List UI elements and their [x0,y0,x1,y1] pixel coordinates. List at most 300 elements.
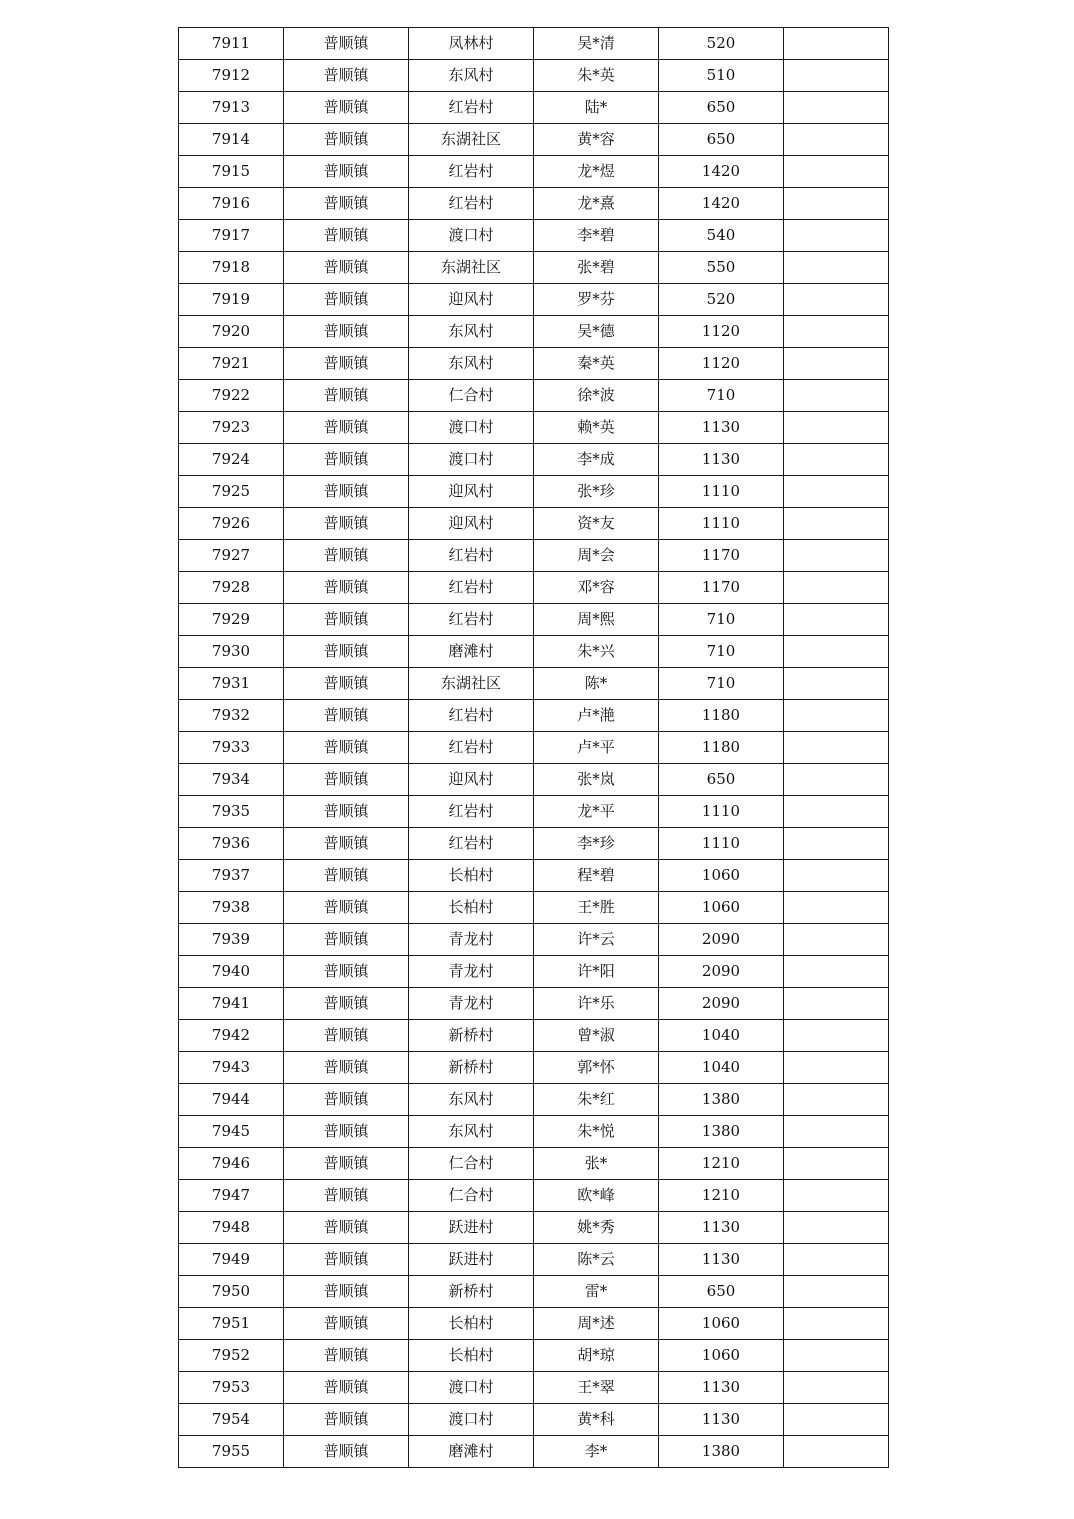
village-cell: 红岩村 [409,604,534,636]
table-row [179,1276,889,1308]
remark-cell [784,860,889,892]
name-cell: 黄*容 [534,124,659,156]
table-row [179,540,889,572]
remark-cell [784,732,889,764]
serial-number-cell: 7931 [179,668,284,700]
village-cell: 长柏村 [409,860,534,892]
table-row [179,988,889,1020]
amount-cell: 650 [659,764,784,796]
table-row [179,956,889,988]
remark-cell [784,444,889,476]
town-cell: 普顺镇 [284,284,409,316]
village-cell: 红岩村 [409,732,534,764]
village-cell: 青龙村 [409,956,534,988]
table-row [179,1436,889,1468]
amount-cell: 1210 [659,1148,784,1180]
table-row [179,92,889,124]
serial-number-cell: 7923 [179,412,284,444]
town-cell: 普顺镇 [284,508,409,540]
town-cell: 普顺镇 [284,1308,409,1340]
name-cell: 朱*英 [534,60,659,92]
serial-number-cell: 7937 [179,860,284,892]
serial-number-cell: 7935 [179,796,284,828]
serial-number-cell: 7947 [179,1180,284,1212]
amount-cell: 1110 [659,508,784,540]
remark-cell [784,668,889,700]
town-cell: 普顺镇 [284,668,409,700]
village-cell: 红岩村 [409,92,534,124]
village-cell: 红岩村 [409,188,534,220]
name-cell: 陈*云 [534,1244,659,1276]
serial-number-cell: 7912 [179,60,284,92]
serial-number-cell: 7925 [179,476,284,508]
remark-cell [784,220,889,252]
serial-number-cell: 7934 [179,764,284,796]
serial-number-cell: 7924 [179,444,284,476]
table-row [179,924,889,956]
town-cell: 普顺镇 [284,924,409,956]
serial-number-cell: 7915 [179,156,284,188]
village-cell: 东风村 [409,348,534,380]
town-cell: 普顺镇 [284,1020,409,1052]
table-row [179,28,889,60]
name-cell: 欧*峰 [534,1180,659,1212]
serial-number-cell: 7919 [179,284,284,316]
remark-cell [784,28,889,60]
village-cell: 青龙村 [409,924,534,956]
amount-cell: 1380 [659,1084,784,1116]
name-cell: 周*会 [534,540,659,572]
amount-cell: 1130 [659,1212,784,1244]
name-cell: 程*碧 [534,860,659,892]
table-row [179,1148,889,1180]
serial-number-cell: 7936 [179,828,284,860]
name-cell: 黄*科 [534,1404,659,1436]
name-cell: 朱*悦 [534,1116,659,1148]
remark-cell [784,508,889,540]
name-cell: 王*翠 [534,1372,659,1404]
town-cell: 普顺镇 [284,892,409,924]
name-cell: 张*碧 [534,252,659,284]
town-cell: 普顺镇 [284,316,409,348]
town-cell: 普顺镇 [284,604,409,636]
village-cell: 长柏村 [409,1308,534,1340]
table-row [179,156,889,188]
town-cell: 普顺镇 [284,860,409,892]
serial-number-cell: 7933 [179,732,284,764]
town-cell: 普顺镇 [284,252,409,284]
remark-cell [784,1052,889,1084]
name-cell: 许*阳 [534,956,659,988]
town-cell: 普顺镇 [284,1212,409,1244]
table-row [179,732,889,764]
town-cell: 普顺镇 [284,1372,409,1404]
table-body [179,28,889,1468]
amount-cell: 1130 [659,1404,784,1436]
town-cell: 普顺镇 [284,1436,409,1468]
amount-cell: 540 [659,220,784,252]
table-row [179,1116,889,1148]
amount-cell: 1130 [659,1244,784,1276]
village-cell: 渡口村 [409,1372,534,1404]
serial-number-cell: 7911 [179,28,284,60]
amount-cell: 520 [659,284,784,316]
serial-number-cell: 7932 [179,700,284,732]
amount-cell: 710 [659,380,784,412]
village-cell: 东湖社区 [409,124,534,156]
town-cell: 普顺镇 [284,764,409,796]
remark-cell [784,124,889,156]
remark-cell [784,796,889,828]
village-cell: 长柏村 [409,1340,534,1372]
town-cell: 普顺镇 [284,156,409,188]
table-row [179,1308,889,1340]
remark-cell [784,988,889,1020]
village-cell: 东风村 [409,60,534,92]
remark-cell [784,252,889,284]
table-row [179,1052,889,1084]
village-cell: 迎风村 [409,476,534,508]
table-row [179,604,889,636]
name-cell: 雷* [534,1276,659,1308]
amount-cell: 1380 [659,1436,784,1468]
table-row [179,700,889,732]
name-cell: 胡*琼 [534,1340,659,1372]
table-row [179,1372,889,1404]
amount-cell: 1210 [659,1180,784,1212]
table-row [179,1020,889,1052]
table-row [179,764,889,796]
serial-number-cell: 7955 [179,1436,284,1468]
name-cell: 陆* [534,92,659,124]
serial-number-cell: 7922 [179,380,284,412]
serial-number-cell: 7928 [179,572,284,604]
name-cell: 李*碧 [534,220,659,252]
name-cell: 曾*淑 [534,1020,659,1052]
serial-number-cell: 7920 [179,316,284,348]
name-cell: 徐*波 [534,380,659,412]
village-cell: 渡口村 [409,1404,534,1436]
town-cell: 普顺镇 [284,1084,409,1116]
village-cell: 迎风村 [409,284,534,316]
remark-cell [784,1436,889,1468]
name-cell: 秦*英 [534,348,659,380]
remark-cell [784,412,889,444]
table-row [179,1340,889,1372]
remark-cell [784,156,889,188]
remark-cell [784,1020,889,1052]
village-cell: 红岩村 [409,156,534,188]
name-cell: 李*珍 [534,828,659,860]
village-cell: 长柏村 [409,892,534,924]
serial-number-cell: 7914 [179,124,284,156]
serial-number-cell: 7943 [179,1052,284,1084]
village-cell: 渡口村 [409,412,534,444]
remark-cell [784,60,889,92]
name-cell: 周*熙 [534,604,659,636]
amount-cell: 1060 [659,1308,784,1340]
remark-cell [784,476,889,508]
amount-cell: 1060 [659,860,784,892]
village-cell: 红岩村 [409,572,534,604]
amount-cell: 1110 [659,828,784,860]
serial-number-cell: 7930 [179,636,284,668]
name-cell: 张* [534,1148,659,1180]
serial-number-cell: 7941 [179,988,284,1020]
name-cell: 罗*芬 [534,284,659,316]
table-row [179,444,889,476]
town-cell: 普顺镇 [284,540,409,572]
village-cell: 东风村 [409,1084,534,1116]
remark-cell [784,1084,889,1116]
data-table [178,27,889,1468]
town-cell: 普顺镇 [284,348,409,380]
table-row [179,252,889,284]
remark-cell [784,828,889,860]
town-cell: 普顺镇 [284,700,409,732]
town-cell: 普顺镇 [284,1276,409,1308]
serial-number-cell: 7942 [179,1020,284,1052]
name-cell: 资*友 [534,508,659,540]
serial-number-cell: 7926 [179,508,284,540]
name-cell: 许*云 [534,924,659,956]
town-cell: 普顺镇 [284,636,409,668]
name-cell: 龙*熹 [534,188,659,220]
name-cell: 姚*秀 [534,1212,659,1244]
table-row [179,1212,889,1244]
table-row [179,892,889,924]
village-cell: 迎风村 [409,764,534,796]
town-cell: 普顺镇 [284,956,409,988]
amount-cell: 510 [659,60,784,92]
amount-cell: 1420 [659,156,784,188]
remark-cell [784,1404,889,1436]
village-cell: 渡口村 [409,444,534,476]
table-row [179,124,889,156]
amount-cell: 1120 [659,348,784,380]
remark-cell [784,1276,889,1308]
remark-cell [784,1180,889,1212]
amount-cell: 1110 [659,796,784,828]
name-cell: 李*成 [534,444,659,476]
town-cell: 普顺镇 [284,796,409,828]
village-cell: 红岩村 [409,700,534,732]
town-cell: 普顺镇 [284,1404,409,1436]
village-cell: 仁合村 [409,380,534,412]
serial-number-cell: 7938 [179,892,284,924]
town-cell: 普顺镇 [284,92,409,124]
town-cell: 普顺镇 [284,476,409,508]
town-cell: 普顺镇 [284,1148,409,1180]
remark-cell [784,1244,889,1276]
remark-cell [784,604,889,636]
village-cell: 跃进村 [409,1244,534,1276]
table-row [179,1244,889,1276]
remark-cell [784,1148,889,1180]
table-row [179,796,889,828]
amount-cell: 710 [659,604,784,636]
amount-cell: 2090 [659,988,784,1020]
remark-cell [784,636,889,668]
town-cell: 普顺镇 [284,380,409,412]
table-row [179,284,889,316]
remark-cell [784,700,889,732]
table-row [179,1180,889,1212]
table-row [179,380,889,412]
serial-number-cell: 7927 [179,540,284,572]
table-row [179,828,889,860]
table-row [179,1404,889,1436]
village-cell: 磨滩村 [409,1436,534,1468]
village-cell: 仁合村 [409,1180,534,1212]
serial-number-cell: 7929 [179,604,284,636]
name-cell: 卢*滟 [534,700,659,732]
remark-cell [784,764,889,796]
serial-number-cell: 7939 [179,924,284,956]
amount-cell: 520 [659,28,784,60]
village-cell: 红岩村 [409,796,534,828]
table-row [179,60,889,92]
town-cell: 普顺镇 [284,988,409,1020]
amount-cell: 1040 [659,1020,784,1052]
serial-number-cell: 7913 [179,92,284,124]
serial-number-cell: 7916 [179,188,284,220]
town-cell: 普顺镇 [284,412,409,444]
table-row [179,860,889,892]
town-cell: 普顺镇 [284,572,409,604]
town-cell: 普顺镇 [284,188,409,220]
name-cell: 王*胜 [534,892,659,924]
remark-cell [784,1372,889,1404]
amount-cell: 2090 [659,924,784,956]
town-cell: 普顺镇 [284,1116,409,1148]
serial-number-cell: 7952 [179,1340,284,1372]
town-cell: 普顺镇 [284,1180,409,1212]
village-cell: 跃进村 [409,1212,534,1244]
remark-cell [784,892,889,924]
serial-number-cell: 7948 [179,1212,284,1244]
village-cell: 红岩村 [409,540,534,572]
name-cell: 吴*德 [534,316,659,348]
name-cell: 吴*清 [534,28,659,60]
name-cell: 张*岚 [534,764,659,796]
village-cell: 东湖社区 [409,252,534,284]
amount-cell: 1120 [659,316,784,348]
serial-number-cell: 7953 [179,1372,284,1404]
serial-number-cell: 7949 [179,1244,284,1276]
town-cell: 普顺镇 [284,220,409,252]
town-cell: 普顺镇 [284,1244,409,1276]
village-cell: 东风村 [409,1116,534,1148]
serial-number-cell: 7950 [179,1276,284,1308]
remark-cell [784,92,889,124]
town-cell: 普顺镇 [284,828,409,860]
table-row [179,1084,889,1116]
remark-cell [784,188,889,220]
serial-number-cell: 7917 [179,220,284,252]
village-cell: 东风村 [409,316,534,348]
remark-cell [784,348,889,380]
amount-cell: 1060 [659,892,784,924]
table-row [179,572,889,604]
name-cell: 卢*平 [534,732,659,764]
village-cell: 青龙村 [409,988,534,1020]
amount-cell: 1130 [659,444,784,476]
amount-cell: 2090 [659,956,784,988]
village-cell: 磨滩村 [409,636,534,668]
amount-cell: 550 [659,252,784,284]
village-cell: 新桥村 [409,1052,534,1084]
village-cell: 新桥村 [409,1276,534,1308]
name-cell: 龙*煜 [534,156,659,188]
name-cell: 许*乐 [534,988,659,1020]
town-cell: 普顺镇 [284,60,409,92]
table-row [179,188,889,220]
table-row [179,508,889,540]
name-cell: 龙*平 [534,796,659,828]
town-cell: 普顺镇 [284,444,409,476]
amount-cell: 1170 [659,540,784,572]
serial-number-cell: 7954 [179,1404,284,1436]
village-cell: 凤林村 [409,28,534,60]
town-cell: 普顺镇 [284,732,409,764]
remark-cell [784,540,889,572]
village-cell: 渡口村 [409,220,534,252]
table-row [179,316,889,348]
serial-number-cell: 7951 [179,1308,284,1340]
name-cell: 李* [534,1436,659,1468]
amount-cell: 650 [659,92,784,124]
serial-number-cell: 7946 [179,1148,284,1180]
amount-cell: 1380 [659,1116,784,1148]
town-cell: 普顺镇 [284,124,409,156]
amount-cell: 650 [659,124,784,156]
table-row [179,636,889,668]
amount-cell: 1130 [659,412,784,444]
name-cell: 朱*兴 [534,636,659,668]
table-row [179,412,889,444]
serial-number-cell: 7921 [179,348,284,380]
table-row [179,668,889,700]
remark-cell [784,1116,889,1148]
remark-cell [784,1340,889,1372]
town-cell: 普顺镇 [284,28,409,60]
name-cell: 赖*英 [534,412,659,444]
remark-cell [784,1212,889,1244]
amount-cell: 710 [659,636,784,668]
remark-cell [784,284,889,316]
amount-cell: 1110 [659,476,784,508]
name-cell: 周*述 [534,1308,659,1340]
remark-cell [784,316,889,348]
table-row [179,220,889,252]
town-cell: 普顺镇 [284,1340,409,1372]
village-cell: 新桥村 [409,1020,534,1052]
remark-cell [784,1308,889,1340]
remark-cell [784,380,889,412]
remark-cell [784,956,889,988]
amount-cell: 1420 [659,188,784,220]
town-cell: 普顺镇 [284,1052,409,1084]
village-cell: 东湖社区 [409,668,534,700]
serial-number-cell: 7944 [179,1084,284,1116]
village-cell: 仁合村 [409,1148,534,1180]
amount-cell: 1170 [659,572,784,604]
name-cell: 朱*红 [534,1084,659,1116]
serial-number-cell: 7945 [179,1116,284,1148]
village-cell: 红岩村 [409,828,534,860]
table-row [179,476,889,508]
